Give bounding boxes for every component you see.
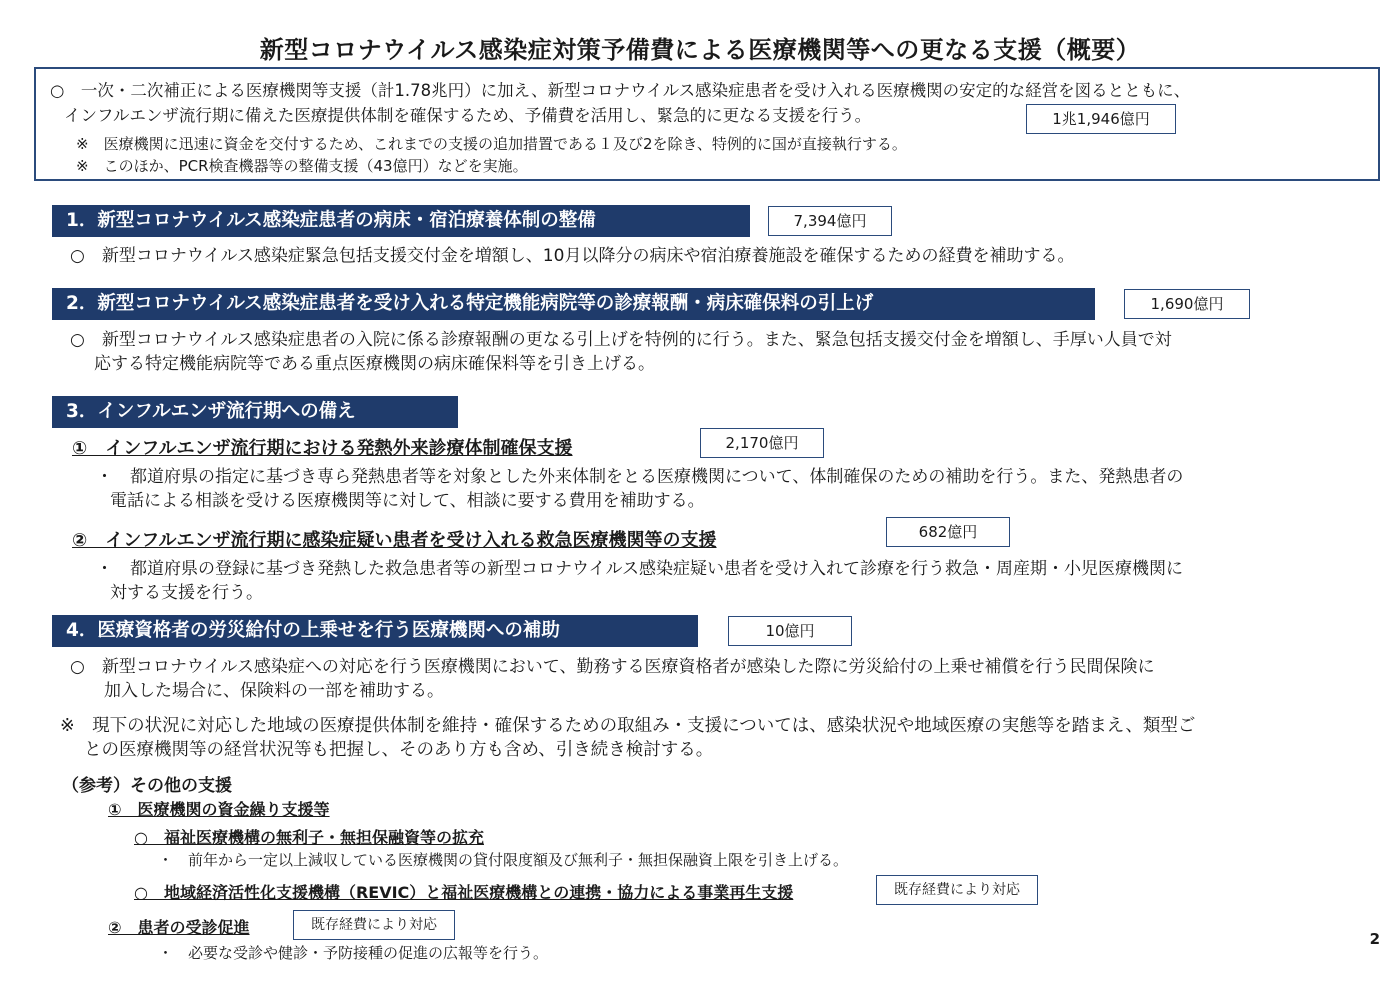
section-3-sub-2-body-2: 対する支援を行う。 [110, 583, 263, 603]
section-3-sub-2-title: ② インフルエンザ流行期に感染症疑い患者を受け入れる救急医療機関等の支援 [72, 530, 717, 551]
reference-item-1-sub-2-title: ○ 地域経済活性化支援機構（REVIC）と福祉医療機構との連携・協力による事業再生支援 [134, 883, 794, 902]
section-3-sub-2-amount: 682億円 [886, 517, 1010, 547]
section-1-body: ○ 新型コロナウイルス感染症緊急包括支援交付金を増額し、10月以降分の病床や宿泊療養施設を確保するための経費を補助する。 [70, 246, 1075, 266]
section-4-body-2: 加入した場合に、保険料の一部を補助する。 [104, 681, 444, 701]
section-4-amount: 10億円 [728, 616, 852, 646]
reference-heading: （参考）その他の支援 [62, 776, 232, 796]
section-2-body-1: ○ 新型コロナウイルス感染症患者の入院に係る診療報酬の更なる引上げを特例的に行う。また、緊急包括支援交付金を増額し、手厚い人員で対 [70, 330, 1172, 350]
remark-line-1: ※ 現下の状況に対応した地域の医療提供体制を維持・確保するための取組み・支援については、感染状況や地域医療の実態等を踏まえ、類型ご [60, 716, 1196, 736]
section-4-heading: 4．医療資格者の労災給付の上乗せを行う医療機関への補助 [52, 615, 698, 647]
summary-amount: 1兆1,946億円 [1026, 104, 1176, 134]
section-3-sub-1-amount: 2,170億円 [700, 428, 824, 458]
section-2-amount: 1,690億円 [1124, 289, 1250, 319]
page-number: 2 [1369, 930, 1380, 948]
reference-item-1-title: ① 医療機関の資金繰り支援等 [108, 800, 330, 819]
section-3-sub-1-body-2: 電話による相談を受ける医療機関等に対して、相談に要する費用を補助する。 [110, 491, 705, 511]
reference-item-2-body: ・ 必要な受診や健診・予防接種の促進の広報等を行う。 [158, 944, 549, 962]
remark-line-2: との医療機関等の経営状況等も把握し、そのあり方も含め、引き続き検討する。 [84, 740, 714, 760]
summary-line-2: インフルエンザ流行期に備えた医療提供体制を確保するため、予備費を活用し、緊急的に更なる支援を行う。 [64, 106, 872, 125]
page-title: 新型コロナウイルス感染症対策予備費による医療機関等への更なる支援（概要） [259, 36, 1141, 64]
section-3-heading: 3．インフルエンザ流行期への備え [52, 396, 458, 428]
summary-box [34, 67, 1380, 181]
section-4-body-1: ○ 新型コロナウイルス感染症への対応を行う医療機関において、勤務する医療資格者が感染した際に労災給付の上乗せ補償を行う民間保険に [70, 657, 1155, 677]
section-3-sub-1-body-1: ・ 都道府県の指定に基づき専ら発熱患者等を対象とした外来体制をとる医療機関について、体制確保のための補助を行う。また、発熱患者の [96, 467, 1184, 487]
reference-item-2-amount: 既存経費により対応 [293, 910, 455, 940]
reference-item-2-title: ② 患者の受診促進 [108, 918, 250, 937]
section-1-amount: 7,394億円 [768, 206, 892, 236]
section-1-heading: 1．新型コロナウイルス感染症患者の病床・宿泊療養体制の整備 [52, 205, 750, 237]
section-3-sub-1-title: ① インフルエンザ流行期における発熱外来診療体制確保支援 [72, 438, 573, 459]
section-2-heading: 2．新型コロナウイルス感染症患者を受け入れる特定機能病院等の診療報酬・病床確保料の引上げ [52, 288, 1095, 320]
reference-item-1-sub-1-title: ○ 福祉医療機構の無利子・無担保融資等の拡充 [134, 828, 484, 847]
summary-line-1: ○ 一次・二次補正による医療機関等支援（計1.78兆円）に加え、新型コロナウイルス感染症患者を受け入れる医療機関の安定的な経営を図るとともに、 [50, 81, 1191, 100]
section-2-body-2: 応する特定機能病院等である重点医療機関の病床確保料等を引き上げる。 [94, 354, 655, 374]
summary-note-1: ※ 医療機関に迅速に資金を交付するため、これまでの支援の追加措置である１及び2を除き、特例的に国が直接執行する。 [76, 135, 907, 153]
reference-item-1-sub-2-amount: 既存経費により対応 [876, 875, 1038, 905]
section-3-sub-2-body-1: ・ 都道府県の登録に基づき発熱した救急患者等の新型コロナウイルス感染症疑い患者を受け入れて診療を行う救急・周産期・小児医療機関に [96, 559, 1183, 579]
reference-item-1-sub-1-body: ・ 前年から一定以上減収している医療機関の貸付限度額及び無利子・無担保融資上限を引き上げる。 [158, 851, 849, 869]
summary-note-2: ※ このほか、PCR検査機器等の整備支援（43億円）などを実施。 [76, 157, 528, 175]
